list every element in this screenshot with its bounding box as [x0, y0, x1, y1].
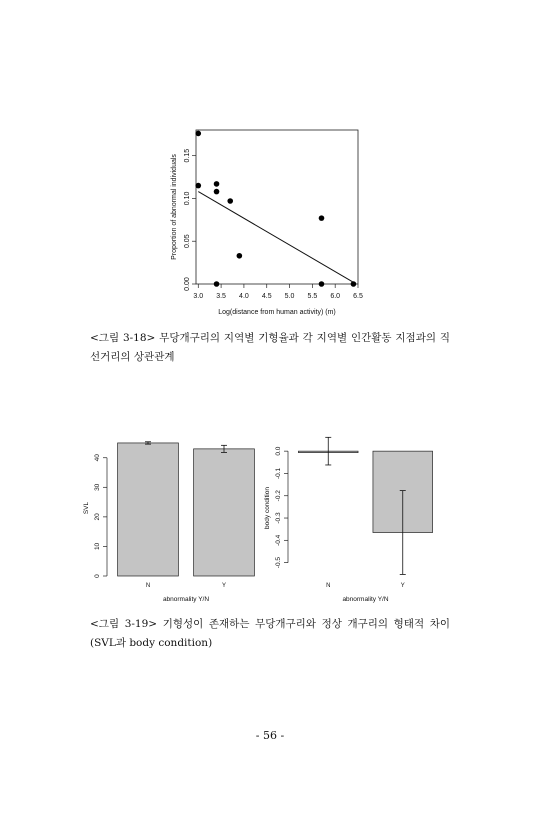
x-axis-label: abnormality Y/N — [342, 596, 389, 603]
y-tick-label: 0.15 — [184, 148, 191, 163]
x-axis-label: abnormality Y/N — [162, 596, 210, 603]
x-tick-label: 5.0 — [284, 293, 295, 300]
data-point — [351, 281, 357, 287]
y-tick-label: -0.1 — [275, 467, 282, 480]
page-number: - 56 - — [255, 729, 285, 742]
data-point — [214, 189, 220, 195]
data-point — [319, 215, 325, 221]
data-point — [237, 253, 243, 259]
data-point — [214, 281, 220, 287]
data-point — [319, 281, 325, 287]
x-tick-label: 4.5 — [261, 293, 272, 300]
figure-3-18 — [160, 126, 370, 326]
body-condition-bar-chart — [264, 437, 433, 603]
caption-figure-3-19: <그림 3-19> 기형성이 존재하는 무당개구리와 정상 개구리의 형태적 차이 (SVL과 body condition) — [90, 618, 450, 649]
x-tick-label: Y — [221, 583, 227, 589]
y-tick-label: 30 — [94, 483, 101, 491]
x-tick-label: 6.0 — [330, 293, 341, 300]
data-point — [214, 181, 220, 187]
y-tick-label: -0.2 — [275, 490, 282, 502]
y-tick-label: 40 — [94, 454, 101, 462]
regression-line — [198, 192, 353, 283]
scatter-chart — [160, 126, 370, 326]
x-tick-label: N — [326, 583, 331, 589]
x-tick-label: Y — [400, 583, 405, 589]
data-point — [227, 198, 233, 204]
y-tick-label: 0 — [94, 574, 101, 578]
y-tick-label: 20 — [94, 513, 101, 521]
y-tick-label: -0.3 — [275, 512, 282, 524]
x-tick-label: 5.5 — [307, 293, 318, 300]
bar-charts — [80, 435, 440, 610]
data-point — [195, 131, 201, 137]
figure-3-19 — [80, 435, 440, 610]
y-axis-label: SVL — [83, 501, 90, 515]
y-tick-label: 0.00 — [184, 277, 191, 291]
x-axis-label: Log(distance from human activity) (m) — [218, 309, 336, 316]
data-point — [195, 183, 201, 189]
bar — [118, 443, 179, 576]
y-axis-label: Proportion of abnormal individuals — [171, 154, 178, 260]
y-axis-label: body condition — [264, 487, 271, 529]
caption-figure-3-18: <그림 3-18> 무당개구리의 지역별 기형율과 각 지역별 인간활동 지점과의 직선거리의 상관관계 — [90, 332, 450, 363]
y-tick-label: -0.5 — [275, 557, 282, 569]
y-tick-label: 0.10 — [184, 191, 191, 206]
bar — [194, 449, 255, 576]
svl-bar-chart — [83, 442, 254, 603]
x-tick-label: N — [145, 583, 151, 589]
x-tick-label: 4.0 — [239, 293, 249, 300]
y-tick-label: -0.4 — [275, 534, 282, 546]
y-tick-label: 0.05 — [184, 234, 191, 249]
y-tick-label: 10 — [94, 542, 101, 551]
y-tick-label: 0.0 — [275, 446, 282, 456]
plot-frame — [196, 130, 358, 284]
x-tick-label: 3.0 — [193, 293, 204, 300]
x-tick-label: 3.5 — [216, 293, 226, 300]
x-tick-label: 6.5 — [353, 293, 363, 300]
